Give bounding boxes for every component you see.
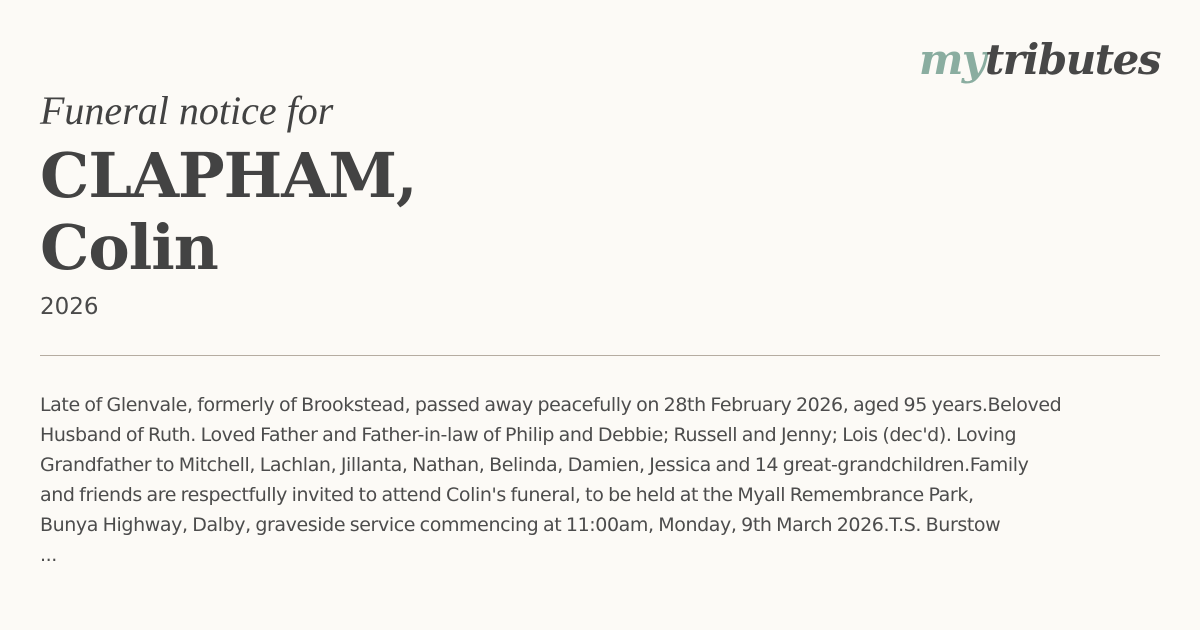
mytributes-logo[interactable] [919,30,1160,90]
deceased-surname: CLAPHAM, [40,139,417,212]
logo-prefix: my [918,35,985,84]
notice-year: 2026 [40,294,99,320]
deceased-given-name: Colin [40,211,218,284]
logo-suffix: tributes [984,35,1160,84]
notice-body: Late of Glenvale, formerly of Brookstead, passed away peacefully on 28th February 2026, aged 95 years.Beloved Husband of Ruth. Loved Father and Father-in-law of Philip and Debbie; Russell and Jenny; Lois (dec'd). Loving Grandfather to Mitchell, Lachlan, Jillanta, Nathan, Belinda, Damien, Jessica and 14 great-grandchildren.Family and friends are respectfully invited to attend Colin's funeral, to be held at the Myall Remembrance Park, Bunya Highway, Dalby, graveside service commencing at 11:00am, Monday, 9th March 2026.T.S. Burstow ... [40,394,1062,566]
section-divider [40,355,1160,356]
notice-heading: Funeral notice for [40,88,334,133]
deceased-name [40,140,417,284]
